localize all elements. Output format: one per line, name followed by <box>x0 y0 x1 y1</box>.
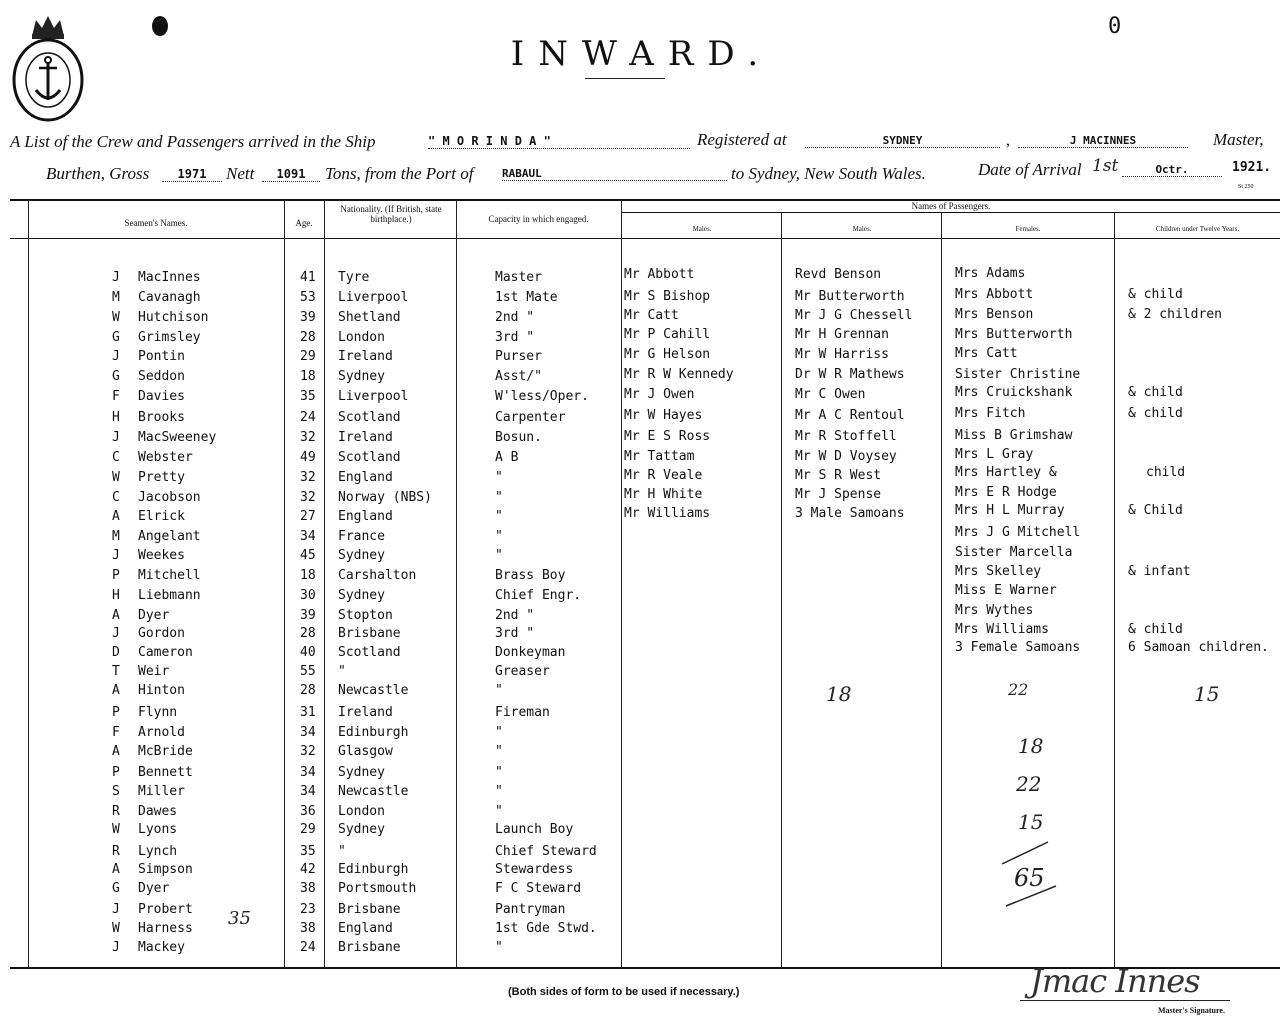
passenger-female: Sister Christine <box>955 367 1081 382</box>
crew-nationality: Sydney <box>338 548 385 563</box>
crew-age: 24 <box>300 940 316 955</box>
crew-name: McBride <box>138 744 193 759</box>
crew-capacity: Donkeyman <box>495 645 566 660</box>
crew-age: 28 <box>300 330 316 345</box>
crew-name: MacSweeney <box>138 430 217 445</box>
crew-name: Harness <box>138 921 193 936</box>
crew-nationality: Norway (NBS) <box>338 490 432 505</box>
crew-initial: A <box>112 862 120 877</box>
col-males-2: Males. <box>852 225 872 233</box>
crew-nationality: London <box>338 804 385 819</box>
crew-initial: J <box>112 430 120 445</box>
col-females: Females. <box>1015 225 1041 233</box>
crew-age: 28 <box>300 683 316 698</box>
passenger-children: & child <box>1128 287 1183 302</box>
crew-name: Weekes <box>138 548 185 563</box>
crew-capacity: Brass Boy <box>495 568 566 583</box>
crew-name: Angelant <box>138 529 201 544</box>
crew-capacity: " <box>495 725 503 740</box>
crew-nationality: Stopton <box>338 608 393 623</box>
crew-initial: J <box>112 270 120 285</box>
crew-capacity: Stewardess <box>495 862 574 877</box>
crew-name: Hinton <box>138 683 185 698</box>
col-passengers: Names of Passengers. <box>911 201 991 211</box>
crew-capacity: Asst/" <box>495 369 542 384</box>
crew-nationality: Scotland <box>338 410 401 425</box>
passenger-male: Mr Abbott <box>624 267 695 282</box>
crew-capacity: Chief Steward <box>495 844 597 859</box>
crew-initial: P <box>112 705 120 720</box>
crew-capacity: Chief Engr. <box>495 588 582 603</box>
crew-initial: M <box>112 529 120 544</box>
arrival-month: Octr. <box>1122 163 1222 177</box>
crew-age: 32 <box>300 470 316 485</box>
crew-nationality: Brisbane <box>338 902 401 917</box>
crew-capacity: Pantryman <box>495 902 566 917</box>
passenger-female: Mrs Abbott <box>955 287 1034 302</box>
crew-nationality: Ireland <box>338 349 393 364</box>
crew-name: Mitchell <box>138 568 201 583</box>
crew-nationality: Sydney <box>338 588 385 603</box>
passenger-male: Mr W D Voysey <box>795 449 897 464</box>
passenger-female: Miss E Warner <box>955 583 1057 598</box>
crew-initial: F <box>112 389 120 404</box>
crew-age: 32 <box>300 490 316 505</box>
form-number: St 250 <box>1238 184 1254 190</box>
crew-name: Webster <box>138 450 193 465</box>
crew-initial: J <box>112 940 120 955</box>
crew-capacity: 1st Gde Stwd. <box>495 921 597 936</box>
crew-name: Dyer <box>138 608 170 623</box>
crew-initial: H <box>112 588 120 603</box>
passenger-male: Dr W R Mathews <box>795 367 905 382</box>
passenger-male: Mr J G Chessell <box>795 308 913 323</box>
crew-initial: C <box>112 450 120 465</box>
crew-capacity: " <box>495 784 503 799</box>
crew-initial: R <box>112 844 120 859</box>
passenger-female: Sister Marcella <box>955 545 1073 560</box>
col-nationality: Nationality. (If British, state birthplace.) <box>340 204 442 224</box>
passenger-male: Mr H White <box>624 487 703 502</box>
crew-name: Dyer <box>138 881 170 896</box>
crew-age: 29 <box>300 349 316 364</box>
crew-capacity: " <box>495 940 503 955</box>
crew-age: 32 <box>300 744 316 759</box>
crew-nationality: Brisbane <box>338 940 401 955</box>
table-header-rule <box>10 238 1280 239</box>
passenger-female: Mrs Butterworth <box>955 327 1073 342</box>
crew-age: 39 <box>300 310 316 325</box>
crew-nationality: Glasgow <box>338 744 393 759</box>
crew-initial: A <box>112 608 120 623</box>
crew-initial: F <box>112 725 120 740</box>
crew-name: Cavanagh <box>138 290 201 305</box>
passenger-female: 3 Female Samoans <box>955 640 1081 655</box>
passenger-female: Mrs Catt <box>955 346 1018 361</box>
crew-age: 45 <box>300 548 316 563</box>
crew-capacity: " <box>495 804 503 819</box>
crew-initial: A <box>112 683 120 698</box>
page-title: INWARD. <box>510 34 773 74</box>
crew-name: Bennett <box>138 765 193 780</box>
passenger-male: Mr H Grennan <box>795 327 889 342</box>
crew-age: 55 <box>300 664 316 679</box>
corner-mark: 0 <box>1108 14 1122 39</box>
crew-nationality: Newcastle <box>338 784 409 799</box>
crew-nationality: Newcastle <box>338 683 409 698</box>
crew-age: 27 <box>300 509 316 524</box>
crew-capacity: 2nd " <box>495 608 535 623</box>
crew-nationality: Carshalton <box>338 568 417 583</box>
crew-initial: A <box>112 744 120 759</box>
crew-name: Cameron <box>138 645 193 660</box>
tons-label: Tons, from the Port of <box>325 164 474 183</box>
crew-nationality: Ireland <box>338 430 393 445</box>
crew-nationality: Brisbane <box>338 626 401 641</box>
gross-value: 1971 <box>162 167 222 182</box>
crew-nationality: France <box>338 529 385 544</box>
arrival-year: 1921. <box>1232 160 1272 175</box>
crew-nationality: Tyre <box>338 270 370 285</box>
passenger-male: Mr G Helson <box>624 347 711 362</box>
crew-initial: G <box>112 369 120 384</box>
crew-age: 35 <box>300 389 316 404</box>
sum-line-3: 15 <box>1018 810 1044 834</box>
crew-capacity: 3rd " <box>495 330 535 345</box>
crew-nationality: Sydney <box>338 822 385 837</box>
crew-capacity: " <box>495 490 503 505</box>
passenger-header-rule <box>622 212 1280 213</box>
passenger-female: Mrs H L Murray <box>955 503 1065 518</box>
col-children: Children under Twelve Years. <box>1155 225 1240 233</box>
crew-age: 39 <box>300 608 316 623</box>
passenger-male: Mr C Owen <box>795 387 866 402</box>
crew-age: 34 <box>300 725 316 740</box>
sum-line-2: 22 <box>1016 772 1042 796</box>
crew-name: Miller <box>138 784 185 799</box>
crew-name: Dawes <box>138 804 178 819</box>
ink-blot <box>152 16 168 36</box>
passenger-children: & child <box>1128 406 1183 421</box>
passenger-male: Mr R W Kennedy <box>624 367 734 382</box>
crew-name: Liebmann <box>138 588 201 603</box>
crew-name: Davies <box>138 389 185 404</box>
master-signature: Jmac Innes <box>1030 962 1200 1000</box>
tally-males: 18 <box>826 682 852 706</box>
crew-capacity: " <box>495 529 503 544</box>
passenger-male: Revd Benson <box>795 267 882 282</box>
crew-age: 36 <box>300 804 316 819</box>
crew-age: 18 <box>300 369 316 384</box>
crew-nationality: Sydney <box>338 765 385 780</box>
date-label: Date of Arrival <box>978 160 1082 179</box>
crew-initial: M <box>112 290 120 305</box>
crew-nationality: Edinburgh <box>338 725 409 740</box>
crew-name: Flynn <box>138 705 178 720</box>
title-rule <box>585 78 665 79</box>
crew-initial: W <box>112 822 120 837</box>
crew-initial: R <box>112 804 120 819</box>
crew-name: Pretty <box>138 470 185 485</box>
crew-age: 30 <box>300 588 316 603</box>
crew-initial: G <box>112 881 120 896</box>
tally-females: 22 <box>1008 680 1029 699</box>
nett-value: 1091 <box>262 167 320 182</box>
arrival-day: 1st <box>1092 156 1119 176</box>
crew-capacity: F C Steward <box>495 881 582 896</box>
crew-initial: W <box>112 921 120 936</box>
passenger-male: Mr Butterworth <box>795 289 905 304</box>
tally-crew: 35 <box>228 908 251 929</box>
crew-capacity: " <box>495 683 503 698</box>
passenger-male: Mr J Owen <box>624 387 695 402</box>
passenger-male: Mr R Stoffell <box>795 429 897 444</box>
crew-initial: J <box>112 626 120 641</box>
crew-age: 29 <box>300 822 316 837</box>
passenger-children: & child <box>1128 622 1183 637</box>
col-males-1: Males. <box>692 225 712 233</box>
crew-capacity: A B <box>495 450 519 465</box>
passenger-male: Mr R Veale <box>624 468 703 483</box>
crew-capacity: 2nd " <box>495 310 535 325</box>
crew-name: Jacobson <box>138 490 201 505</box>
crew-nationality: England <box>338 470 393 485</box>
crew-initial: S <box>112 784 120 799</box>
crew-age: 28 <box>300 626 316 641</box>
crew-age: 34 <box>300 784 316 799</box>
crew-age: 40 <box>300 645 316 660</box>
passenger-children: & 2 children <box>1128 307 1222 322</box>
passenger-children: & Child <box>1128 503 1183 518</box>
crew-age: 38 <box>300 921 316 936</box>
signature-label: Master's Signature. <box>1158 1006 1225 1015</box>
crew-initial: J <box>112 349 120 364</box>
crew-capacity: Fireman <box>495 705 550 720</box>
col-capacity: Capacity in which engaged. <box>488 214 589 224</box>
ship-label: A List of the Crew and Passengers arrived in the Ship <box>10 132 376 151</box>
registered-value: SYDNEY <box>805 134 1000 148</box>
nett-label: Nett <box>226 164 255 183</box>
crew-nationality: Ireland <box>338 705 393 720</box>
registered-label: Registered at <box>697 130 787 149</box>
crew-nationality: Liverpool <box>338 290 409 305</box>
crew-initial: P <box>112 765 120 780</box>
passenger-children: & infant <box>1128 564 1191 579</box>
crew-initial: J <box>112 902 120 917</box>
crew-nationality: Sydney <box>338 369 385 384</box>
crew-name: Gordon <box>138 626 185 641</box>
signature-line <box>1020 1000 1230 1001</box>
passenger-female: Miss B Grimshaw <box>955 428 1073 443</box>
port-value: RABAUL <box>502 167 727 181</box>
crew-capacity: Carpenter <box>495 410 566 425</box>
crew-capacity: Master <box>495 270 542 285</box>
crew-initial: G <box>112 330 120 345</box>
passenger-female: Mrs J G Mitchell <box>955 525 1081 540</box>
crew-name: Pontin <box>138 349 185 364</box>
crew-name: Brooks <box>138 410 185 425</box>
crew-capacity: " <box>495 509 503 524</box>
passenger-children: & child <box>1128 385 1183 400</box>
crew-nationality: " <box>338 664 346 679</box>
tally-children: 15 <box>1194 682 1220 706</box>
passenger-male: Mr W Harriss <box>795 347 889 362</box>
footer-note: (Both sides of form to be used if necessary.) <box>508 986 740 998</box>
passenger-female: Mrs L Gray <box>955 447 1034 462</box>
crew-name: Weir <box>138 664 170 679</box>
passenger-children: child <box>1146 465 1186 480</box>
crew-capacity: Launch Boy <box>495 822 574 837</box>
col-seamen-names: Seamen's Names. <box>124 218 188 228</box>
crew-initial: D <box>112 645 120 660</box>
crew-initial: A <box>112 509 120 524</box>
col-age: Age. <box>295 218 313 228</box>
passenger-male: Mr S R West <box>795 468 882 483</box>
crew-age: 24 <box>300 410 316 425</box>
crew-capacity: " <box>495 744 503 759</box>
crew-nationality: Scotland <box>338 450 401 465</box>
passenger-children: 6 Samoan children. <box>1128 640 1269 655</box>
crew-nationality: London <box>338 330 385 345</box>
burthen-label: Burthen, Gross <box>46 164 150 183</box>
crew-capacity: 1st Mate <box>495 290 558 305</box>
crew-name: Probert <box>138 902 193 917</box>
crew-age: 42 <box>300 862 316 877</box>
crew-age: 23 <box>300 902 316 917</box>
crew-age: 32 <box>300 430 316 445</box>
crew-age: 53 <box>300 290 316 305</box>
passenger-female: Mrs Williams <box>955 622 1049 637</box>
crew-name: Lynch <box>138 844 178 859</box>
crew-name: Arnold <box>138 725 185 740</box>
crew-initial: C <box>112 490 120 505</box>
crew-nationality: Liverpool <box>338 389 409 404</box>
sum-line-1: 18 <box>1018 734 1044 758</box>
crew-age: 34 <box>300 765 316 780</box>
crew-capacity: " <box>495 548 503 563</box>
passenger-female: Mrs Hartley & <box>955 465 1057 480</box>
passenger-female: Mrs Skelley <box>955 564 1042 579</box>
passenger-female: Mrs Benson <box>955 307 1034 322</box>
crew-initial: T <box>112 664 120 679</box>
crew-name: Hutchison <box>138 310 209 325</box>
passenger-male: Mr S Bishop <box>624 289 711 304</box>
passenger-male: Mr Williams <box>624 506 711 521</box>
passenger-male: Mr J Spense <box>795 487 882 502</box>
crew-name: Grimsley <box>138 330 201 345</box>
passenger-female: Mrs Adams <box>955 266 1026 281</box>
crew-capacity: W'less/Oper. <box>495 389 589 404</box>
crew-age: 35 <box>300 844 316 859</box>
passenger-male: Mr E S Ross <box>624 429 711 444</box>
crew-name: Simpson <box>138 862 193 877</box>
passenger-male: Mr Catt <box>624 308 679 323</box>
sum-total: 65 <box>1014 864 1045 892</box>
crew-nationality: England <box>338 921 393 936</box>
passenger-male: Mr A C Rentoul <box>795 408 905 423</box>
passenger-male: Mr Tattam <box>624 449 695 464</box>
ship-name: " M O R I N D A " <box>428 134 690 149</box>
crew-nationality: " <box>338 844 346 859</box>
crew-name: Mackey <box>138 940 185 955</box>
destination-label: to Sydney, New South Wales. <box>731 164 926 183</box>
crew-nationality: Shetland <box>338 310 401 325</box>
crew-age: 41 <box>300 270 316 285</box>
crew-name: Elrick <box>138 509 185 524</box>
crew-initial: J <box>112 548 120 563</box>
crew-nationality: Edinburgh <box>338 862 409 877</box>
crew-age: 38 <box>300 881 316 896</box>
master-label: Master, <box>1213 130 1264 149</box>
passenger-male: Mr P Cahill <box>624 327 711 342</box>
crew-capacity: 3rd " <box>495 626 535 641</box>
crew-age: 34 <box>300 529 316 544</box>
crew-age: 18 <box>300 568 316 583</box>
crew-initial: W <box>112 470 120 485</box>
passenger-female: Mrs Fitch <box>955 406 1026 421</box>
crew-nationality: Scotland <box>338 645 401 660</box>
crew-initial: W <box>112 310 120 325</box>
passenger-male: Mr W Hayes <box>624 408 703 423</box>
passenger-male: 3 Male Samoans <box>795 506 905 521</box>
crew-name: Lyons <box>138 822 178 837</box>
crew-capacity: Bosun. <box>495 430 542 445</box>
crew-name: Seddon <box>138 369 185 384</box>
crew-nationality: Portsmouth <box>338 881 417 896</box>
crew-age: 31 <box>300 705 316 720</box>
crew-initial: P <box>112 568 120 583</box>
crew-nationality: England <box>338 509 393 524</box>
crew-name: MacInnes <box>138 270 201 285</box>
master-value: J MACINNES <box>1018 134 1188 148</box>
crew-capacity: Greaser <box>495 664 550 679</box>
passenger-female: Mrs E R Hodge <box>955 485 1057 500</box>
crew-capacity: " <box>495 765 503 780</box>
crew-age: 49 <box>300 450 316 465</box>
crew-capacity: Purser <box>495 349 542 364</box>
passenger-female: Mrs Cruickshank <box>955 385 1073 400</box>
passenger-female: Mrs Wythes <box>955 603 1034 618</box>
crew-capacity: " <box>495 470 503 485</box>
crew-initial: H <box>112 410 120 425</box>
